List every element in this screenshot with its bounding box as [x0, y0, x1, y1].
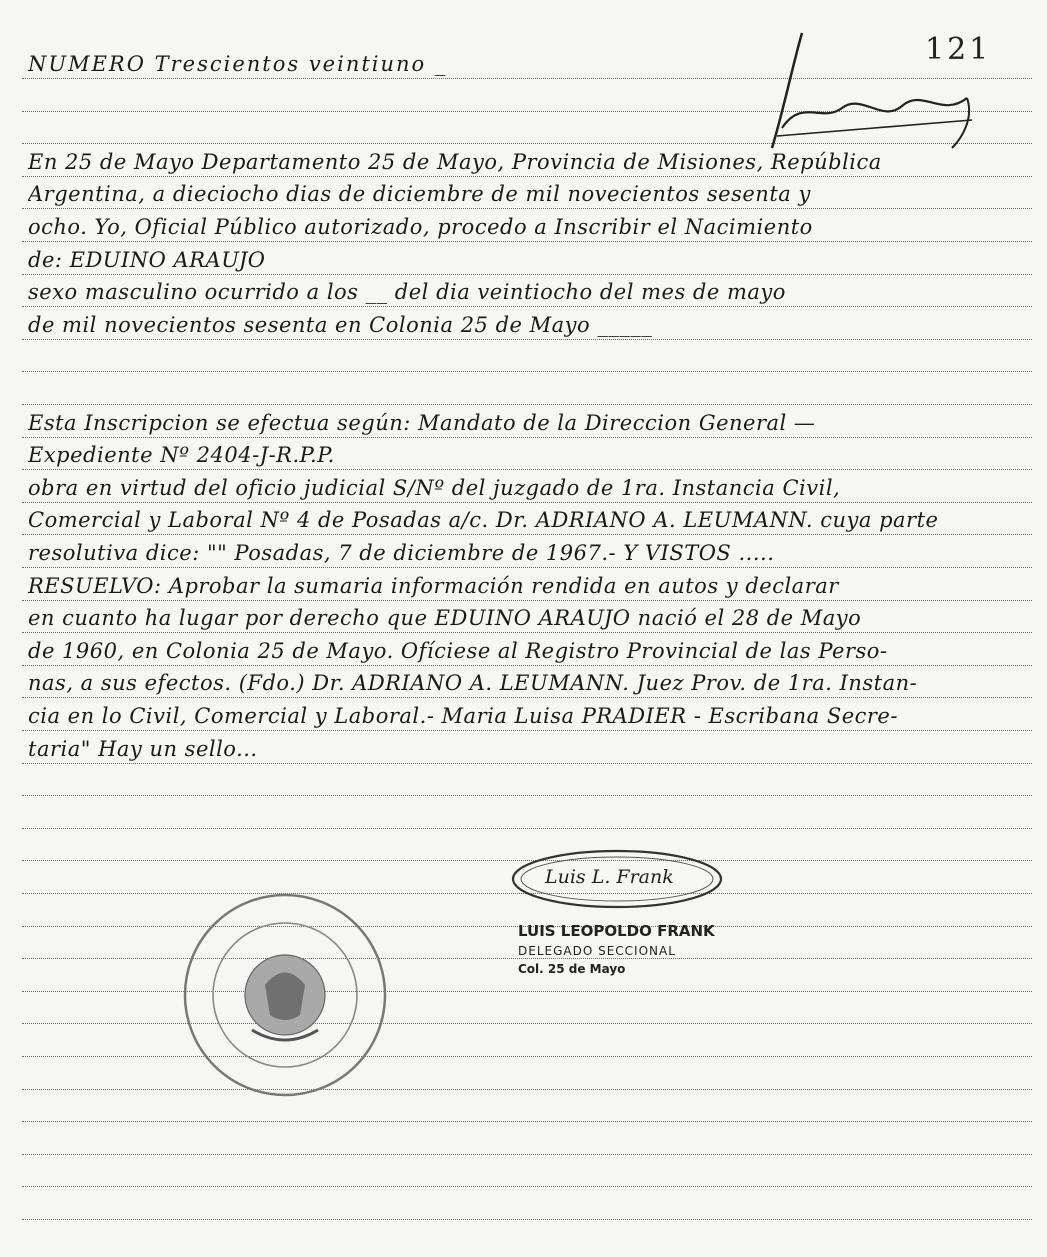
ruled-line: [22, 176, 1032, 177]
ruled-line: [22, 241, 1032, 242]
ruled-line: [22, 795, 1032, 796]
ruled-line: [22, 665, 1032, 666]
ruled-line: [22, 1121, 1032, 1122]
ruled-line: [22, 208, 1032, 209]
ruled-line: [22, 404, 1032, 405]
ruled-line: [22, 1186, 1032, 1187]
record-line: de: EDUINO ARAUJO: [28, 248, 266, 272]
ruled-line: [22, 1056, 1032, 1057]
round-seal: [180, 890, 390, 1100]
ruled-line: [22, 1219, 1032, 1220]
ruled-line: [22, 763, 1032, 764]
signature: Luis L. Frank: [545, 866, 674, 888]
ruled-line: [22, 339, 1032, 340]
ruled-line: [22, 697, 1032, 698]
record-line: de mil novecientos sesenta en Colonia 25 de Mayo _____: [28, 313, 653, 337]
record-line: En 25 de Mayo Departamento 25 de Mayo, Provincia de Misiones, República: [28, 150, 882, 174]
folio-number: 121: [925, 32, 992, 67]
record-line: Argentina, a dieciocho dias de diciembre de mil novecientos sesenta y: [28, 182, 811, 206]
record-line: en cuanto ha lugar por derecho que EDUINO ARAUJO nació el 28 de Mayo: [28, 606, 862, 630]
ruled-line: [22, 274, 1032, 275]
record-line: cia en lo Civil, Comercial y Laboral.- Maria Luisa PRADIER - Escribana Secre-: [28, 704, 898, 728]
record-line: NUMERO Trescientos veintiuno _: [28, 52, 448, 76]
stamp-name: LUIS LEOPOLDO FRANK: [518, 922, 715, 940]
record-line: sexo masculino ocurrido a los __ del dia veintiocho del mes de mayo: [28, 280, 786, 304]
stamp-title: DELEGADO SECCIONAL: [518, 944, 676, 958]
record-line: nas, a sus efectos. (Fdo.) Dr. ADRIANO A. LEUMANN. Juez Prov. de 1ra. Instan-: [28, 671, 918, 695]
record-line: RESUELVO: Aprobar la sumaria información rendida en autos y declarar: [28, 574, 839, 598]
ruled-line: [22, 632, 1032, 633]
record-line: Esta Inscripcion se efectua según: Mandato de la Direccion General —: [28, 411, 816, 435]
ruled-line: [22, 502, 1032, 503]
ruled-line: [22, 567, 1032, 568]
ruled-line: [22, 534, 1032, 535]
ruled-line: [22, 958, 1032, 959]
record-line: resolutiva dice: "" Posadas, 7 de diciembre de 1967.- Y VISTOS .....: [28, 541, 775, 565]
stamp-place: Col. 25 de Mayo: [518, 962, 626, 976]
record-line: taria" Hay un sello...: [28, 737, 258, 761]
ruled-line: [22, 991, 1032, 992]
ruled-line: [22, 1089, 1032, 1090]
ruled-line: [22, 437, 1032, 438]
ruled-line: [22, 730, 1032, 731]
ruled-line: [22, 1154, 1032, 1155]
ruled-line: [22, 828, 1032, 829]
record-line: de 1960, en Colonia 25 de Mayo. Ofíciese al Registro Provincial de las Perso-: [28, 639, 888, 663]
margin-signature-mark: [762, 28, 992, 158]
ruled-line: [22, 1023, 1032, 1024]
record-line: ocho. Yo, Oficial Público autorizado, procedo a Inscribir el Nacimiento: [28, 215, 813, 239]
ruled-line: [22, 469, 1032, 470]
ruled-line: [22, 306, 1032, 307]
record-line: obra en virtud del oficio judicial S/Nº del juzgado de 1ra. Instancia Civil,: [28, 476, 841, 500]
record-line: Comercial y Laboral Nº 4 de Posadas a/c. Dr. ADRIANO A. LEUMANN. cuya parte: [28, 508, 939, 532]
ruled-line: [22, 371, 1032, 372]
ruled-line: [22, 600, 1032, 601]
record-line: Expediente Nº 2404-J-R.P.P.: [28, 443, 335, 467]
